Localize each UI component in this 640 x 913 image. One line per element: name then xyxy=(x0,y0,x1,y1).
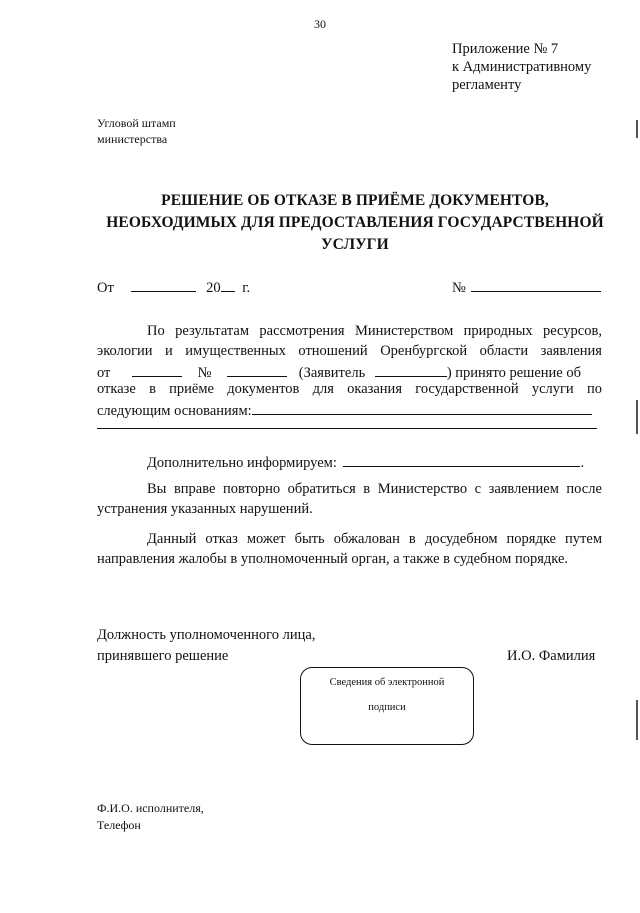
scan-edge-mark xyxy=(636,120,638,138)
appendix-line-3: регламенту xyxy=(452,77,522,93)
p3-line-2: устранения указанных нарушений. xyxy=(97,501,313,517)
additional-info-blank[interactable] xyxy=(343,452,580,467)
grounds-blank-line-2[interactable] xyxy=(97,428,597,429)
number-sign: № xyxy=(452,280,466,296)
application-number-sign: № xyxy=(197,365,212,381)
application-number-blank[interactable] xyxy=(227,362,287,377)
grounds-blank[interactable] xyxy=(252,400,592,415)
page-number: 30 xyxy=(314,17,326,31)
p1-line-2 xyxy=(97,343,602,360)
word: порядке xyxy=(506,531,556,547)
executor-label: Ф.И.О. исполнителя, xyxy=(97,801,204,815)
word: заявлением xyxy=(488,481,559,497)
word: в xyxy=(363,481,371,497)
word: по xyxy=(586,381,602,397)
signer-name: И.О. Фамилия xyxy=(507,648,596,664)
additional-info-label: Дополнительно информируем: xyxy=(147,455,337,471)
date-blank[interactable] xyxy=(131,277,196,292)
word: Данный xyxy=(147,531,197,547)
word: приёме xyxy=(169,381,214,397)
stamp-line-2: министерства xyxy=(97,132,168,146)
word: Вы xyxy=(147,481,167,497)
word: услуги xyxy=(531,381,574,397)
title-line-3: УСЛУГИ xyxy=(321,236,389,253)
word: обратиться xyxy=(287,481,356,497)
word: государственной xyxy=(415,381,519,397)
signature-box-line-2: подписи xyxy=(368,702,406,713)
title-line-1: РЕШЕНИЕ ОБ ОТКАЗЕ В ПРИЁМЕ ДОКУМЕНТОВ, xyxy=(161,192,549,209)
phone-label: Телефон xyxy=(97,818,141,832)
date-year-suffix: г. xyxy=(242,280,251,296)
word: области xyxy=(479,343,529,359)
word: после xyxy=(566,481,602,497)
p2-line xyxy=(147,452,584,472)
word: экологии xyxy=(97,343,153,359)
word: Оренбургской xyxy=(380,343,468,359)
date-from-label: От xyxy=(97,280,114,296)
word: ресурсов, xyxy=(543,323,602,339)
word: путем xyxy=(565,531,602,547)
word: повторно xyxy=(222,481,281,497)
word: в xyxy=(149,381,156,397)
word: может xyxy=(246,531,286,547)
word: вправе xyxy=(173,481,216,497)
application-date-blank[interactable] xyxy=(132,362,182,377)
word: оказания xyxy=(347,381,402,397)
signer-position-line-2: принявшего решение xyxy=(97,648,229,664)
word: отношений xyxy=(298,343,368,359)
date-field xyxy=(97,277,250,297)
appendix-note xyxy=(452,40,591,94)
number-blank[interactable] xyxy=(471,277,601,292)
period: . xyxy=(580,455,585,471)
p4-line-2: направления жалобы в уполномоченный орган, а также в судебном порядке. xyxy=(97,551,569,567)
p1-line-3 xyxy=(97,362,581,382)
appendix-line-1: Приложение № 7 xyxy=(452,41,559,57)
p4-line-1 xyxy=(147,531,602,548)
word: обжалован xyxy=(333,531,400,547)
word: с xyxy=(474,481,482,497)
word: рассмотрения xyxy=(259,323,345,339)
appendix-line-2: к Административному xyxy=(452,59,592,75)
title-line-2: НЕОБХОДИМЫХ ДЛЯ ПРЕДОСТАВЛЕНИЯ ГОСУДАРСТВЕННОЙ xyxy=(106,214,604,231)
scan-edge-mark xyxy=(636,700,638,740)
word: результатам xyxy=(175,323,250,339)
word: досудебном xyxy=(424,531,498,547)
word: заявления xyxy=(540,343,602,359)
word: и xyxy=(165,343,173,359)
word: Министерством xyxy=(354,323,454,339)
word: отказе xyxy=(97,381,136,397)
p3-line-1 xyxy=(147,481,602,498)
word: отказ xyxy=(205,531,238,547)
scan-edge-mark xyxy=(636,400,638,434)
p1-line-5 xyxy=(97,400,592,420)
document-title xyxy=(95,190,615,256)
date-year-label: 20 xyxy=(206,280,221,296)
electronic-signature-box xyxy=(300,667,474,745)
word: быть xyxy=(294,531,325,547)
word: По xyxy=(147,323,165,339)
word: Министерство xyxy=(377,481,468,497)
stamp-line-1: Угловой штамп xyxy=(97,116,176,130)
grounds-label: следующим основаниям: xyxy=(97,403,252,419)
year-blank[interactable] xyxy=(221,277,235,292)
applicant-label: (Заявитель xyxy=(298,365,366,381)
word: для xyxy=(312,381,334,397)
word: природных xyxy=(463,323,533,339)
signature-box-line-1: Сведения об электронной xyxy=(329,677,445,688)
word: документов xyxy=(227,381,300,397)
p1-line-4 xyxy=(97,381,602,398)
corner-stamp-note xyxy=(97,115,176,147)
word: в xyxy=(408,531,416,547)
number-field xyxy=(452,277,601,297)
decision-text: ) принято решение об xyxy=(446,365,581,381)
signer-position-line-1: Должность уполномоченного лица, xyxy=(97,627,316,643)
word: имущественных xyxy=(185,343,286,359)
p1-line-1 xyxy=(147,323,602,340)
from-label: от xyxy=(97,365,111,381)
applicant-blank[interactable] xyxy=(375,362,447,377)
